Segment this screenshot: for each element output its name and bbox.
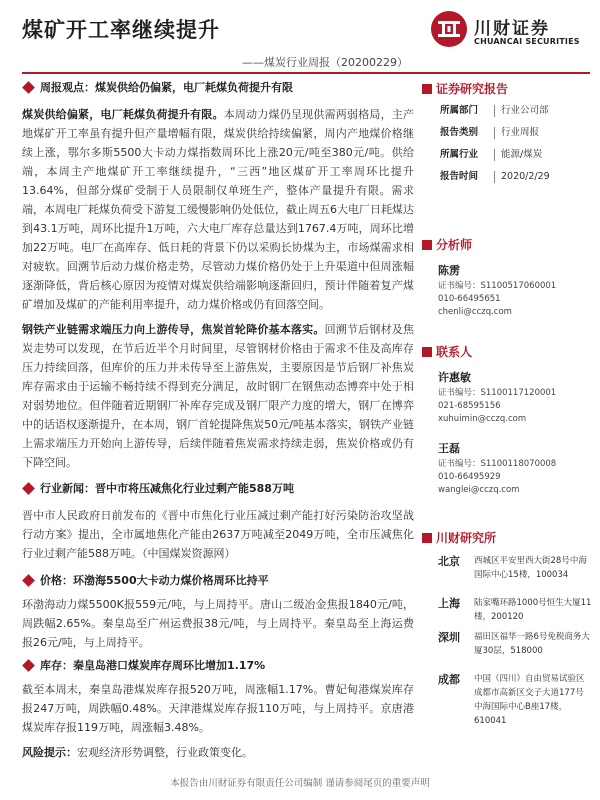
square-bullet-icon [422, 533, 432, 543]
logo-english: CHUANCAI SECURITIES [474, 37, 580, 46]
diamond-bullet-icon [22, 81, 35, 94]
info-row-date: 报告时间 2020/2/29 [440, 171, 550, 182]
analyst-phone: 010-66495651 [438, 294, 501, 304]
contact-name: 王磊 [438, 442, 460, 455]
contact-email[interactable]: wanglei@cczq.com [438, 485, 520, 495]
paragraph-steel: 钢铁产业链需求端压力向上游传导，焦炭首轮降价基本落实。回溯节后钢材及焦炭走势可以发现，在节后近半个月时间里，尽管钢材价格由于需求不佳及高库存压力持续回落，但库价的压力并未传导至上游焦炭，主要原因是节后钢厂补焦炭库存需求由于运输不畅持续不得到充分满足，故时钢厂在钢焦动态博弈中处于相对弱势地位。但伴随着近期钢厂补库存完成及钢厂限产力度的增大，钢厂在博弈中的话语权逐渐提升，在本周，钢厂首轮提降焦炭50元/吨基本落实，钢铁产业链上需求端压力开始向上游传导，后续伴随着焦炭需求持续走弱，焦炭价格或仍有下降空间。 [22, 323, 415, 469]
square-bullet-icon [422, 240, 432, 250]
paragraph-supply: 煤炭供给偏紧，电厂耗煤负荷提升有限。本周动力煤仍呈现供需两弱格局，主产地煤矿开工率虽有提升但产量增幅有限，煤炭供给持续偏紧，周内产地煤价格继续上涨，鄂尔多斯5500大卡动力煤指数周环比上涨20元/吨至380元/吨。供给端，本周主产地煤矿开工率继续提升，“三西”地区煤矿开工率周环比提升13.64%，但部分煤矿受制于人员限制仅单班生产，整体产量提升有限。需求端，本周电厂耗煤负荷受下游复工缓慢影响仍处低位，截止周五6大电厂日耗煤达到43.1万吨，周环比提升1万吨，六大电厂库存总量达到1767.4万吨，周环比增加22万吨。电厂在高库存、低日耗的背景下仍以采购长协煤为主，市场煤需求相对疲软。回溯节后动力煤价格走势，尽管动力煤价格仍处于上升渠道中但周涨幅逐渐降低，背后核心原因为疫情对煤炭供给端影响逐渐回归，预计伴随着复产煤矿增加及煤矿的产能利用率提升，动力煤价格或仍有回落空间。 [22, 108, 415, 311]
section-heading-views: 周报观点：煤炭供给仍偏紧，电厂耗煤负荷提升有限 [22, 78, 414, 98]
header-divider [22, 72, 590, 74]
paragraph-price: 环渤海动力煤5500K报559元/吨，与上周持平。唐山二级冶金焦报1840元/吨，周跌幅2.65%。秦皇岛至广州运费报38元/吨，与上周持平。秦皇岛至上海运费报26元/吨，与上周持平。 [22, 598, 414, 649]
section-heading-price: 价格：环渤海5500大卡动力煤价格周环比持平 [22, 571, 414, 591]
contact-card [420, 440, 592, 497]
diamond-bullet-icon [22, 659, 35, 672]
contact-card [420, 369, 592, 426]
contact-cert: 证书编号：S1100118070008 [438, 459, 557, 469]
square-bullet-icon [422, 347, 432, 357]
diamond-bullet-icon [22, 574, 35, 587]
info-row-category: 报告类别 行业周报 [440, 127, 540, 138]
company-logo-icon [430, 10, 468, 48]
paragraph-news: 晋中市人民政府日前发布的《晋中市焦化行业压减过剩产能打好污染防治攻坚战行动方案》提出，全市属地焦化产能由2637万吨减至2049万吨，全市压减焦化行业过剩产能588万吨。（中国煤炭资源网） [22, 509, 414, 560]
sidebar-heading-analyst: 分析师 [420, 234, 592, 256]
diamond-bullet-icon [22, 482, 35, 495]
analyst-name: 陈雳 [438, 264, 460, 277]
section-heading-news: 行业新闻：晋中市将压减焦化行业过剩产能588万吨 [22, 479, 414, 499]
office-shenzhen: 深圳 福田区福华一路6号免税商务大厦30层，518000 [438, 631, 590, 656]
info-row-department: 所属部门 行业公司部 [440, 105, 549, 116]
report-title: 煤矿开工率继续提升 [22, 18, 220, 42]
contact-phone: 021-68595156 [438, 401, 501, 411]
contact-cert: 证书编号：S1100117120001 [438, 388, 557, 398]
section-heading-inventory: 库存：秦皇岛港口煤炭库存周环比增加1.17% [22, 656, 414, 676]
analyst-email[interactable]: chenli@cczq.com [438, 307, 512, 317]
analyst-card [420, 262, 592, 319]
paragraph-inventory: 截至本周末，秦皇岛港煤炭库存报520万吨，周涨幅1.17%。曹妃甸港煤炭库存报247万吨，周跌幅0.48%。天津港煤炭库存报110万吨，与上周持平。京唐港煤炭库存报119万吨，周涨幅3.48%。 [22, 683, 414, 734]
office-chengdu: 成都 中国（四川）自由贸易试验区成都市高新区交子大道177号中海国际中心B座17楼，610041 [438, 673, 585, 726]
contact-name: 许惠敏 [438, 371, 471, 384]
analyst-cert: 证书编号：S1100517060001 [438, 281, 557, 291]
company-logo [430, 10, 590, 54]
sidebar-heading-report: 证券研究报告 [420, 78, 592, 100]
risk-warning: 风险提示：宏观经济形势调整，行业政策变化。 [22, 746, 253, 759]
office-beijing: 北京 西城区平安里西大街28号中海国际中心15楼，100034 [438, 555, 587, 580]
sidebar [420, 78, 592, 735]
contact-phone: 010-66495929 [438, 472, 501, 482]
sidebar-heading-contacts: 联系人 [420, 341, 592, 363]
office-shanghai: 上海 陆家嘴环路1000号恒生大厦11楼，200120 [438, 597, 592, 622]
logo-chinese: 川财证券 [474, 19, 550, 39]
sidebar-heading-institute: 川财研究所 [420, 527, 592, 549]
square-bullet-icon [422, 84, 432, 94]
contact-email[interactable]: xuhuimin@cczq.com [438, 414, 527, 424]
page-footer: 本报告由川财证券有限责任公司编制 谨请参阅尾页的重要声明 [170, 778, 430, 789]
info-row-industry: 所属行业 能源/煤炭 [440, 149, 543, 160]
report-subtitle: ——煤炭行业周报（20200229） [242, 56, 408, 69]
main-content [22, 78, 414, 762]
